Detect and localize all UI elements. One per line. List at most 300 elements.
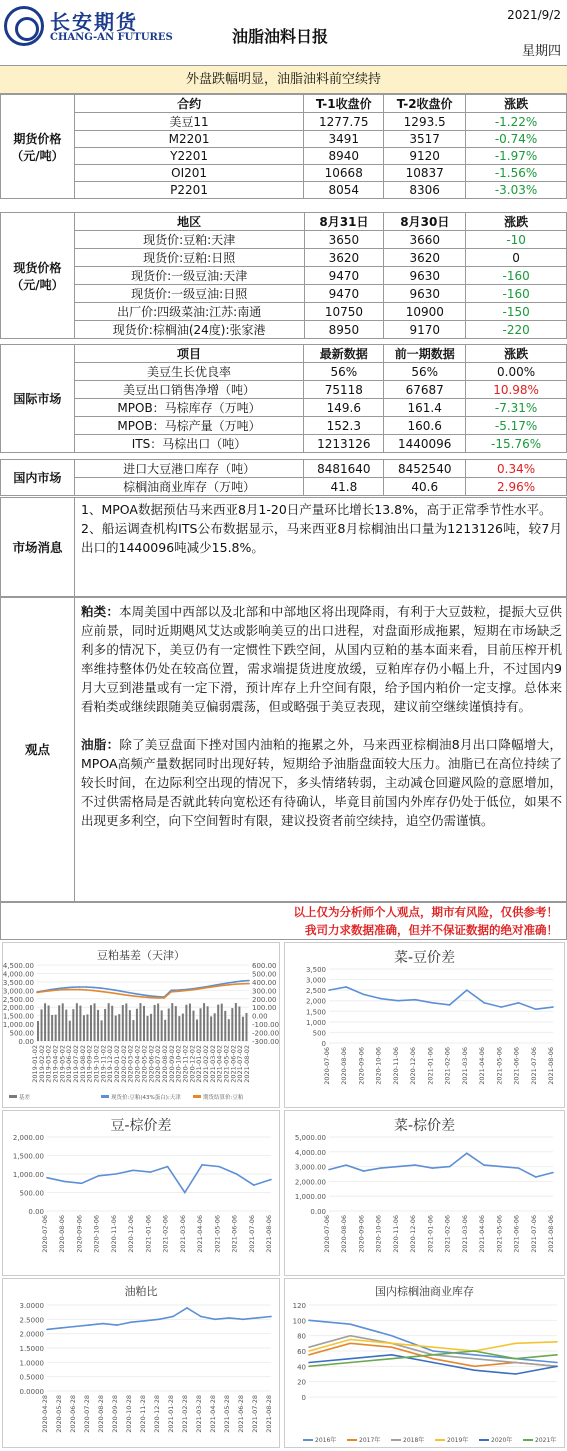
y-tick-label: 1,500.00 <box>12 1152 44 1161</box>
data-point <box>391 1358 393 1360</box>
table-cell: 10837 <box>384 165 466 182</box>
chart-rapeseed-soy-spread <box>284 942 565 1108</box>
data-point <box>170 991 172 993</box>
basis-bar <box>192 1011 194 1041</box>
column-header: T-1收盘价 <box>304 95 384 113</box>
x-tick-label: 2021-01-28 <box>167 1395 175 1433</box>
basis-bar <box>203 1003 205 1041</box>
meal-text: 本周美国中西部以及北部和中部地区将出现降雨，有利于大豆鼓粒，提振大豆供应前景，同时近期飓风艾达或影响美豆的出口进程，对盘面形成拖累，短期在市场缺乏利多的情况下，美豆仍有一定惯性下跌空间，从国内豆粕的基本面来看，目前压榨开机率维持整体仍处在较高位置，需求端提货进度放缓，豆粕库存仍小幅上升，不过国内9月大豆到港量或有一定下滑，预计库存上升空间有限，给予国内粕价一定支撑。总体来看粕类或继续跟随美豆偏弱震荡，但或略强于美豆表现，建议前空继续谨慎持有。 <box>81 604 562 714</box>
data-point <box>149 995 151 997</box>
table-cell: 75118 <box>304 381 384 399</box>
data-point <box>121 994 123 996</box>
y-tick-label: 80 <box>297 1332 306 1341</box>
table-cell: 10.98% <box>466 381 567 399</box>
data-point <box>552 1006 554 1008</box>
y-tick-label: 3.0000 <box>19 1302 44 1310</box>
data-point <box>535 1176 537 1178</box>
table-cell: 8950 <box>304 321 384 339</box>
data-point <box>483 1164 485 1166</box>
table-cell: 10900 <box>384 303 466 321</box>
data-point <box>142 996 144 998</box>
data-point <box>380 998 382 1000</box>
table-cell: 8481640 <box>304 460 384 478</box>
basis-bar <box>129 1010 131 1041</box>
data-point <box>432 1350 434 1352</box>
data-point <box>74 1326 76 1328</box>
y-tick-label: 1,500.00 <box>3 1012 34 1021</box>
x-tick-label: 2020-10-06 <box>374 1215 383 1253</box>
data-point <box>220 985 222 987</box>
x-tick-label: 2020-10-02 <box>174 1045 183 1083</box>
y-tick-label: 4,000.00 <box>3 970 34 979</box>
x-tick-label: 2019-05-02 <box>58 1045 67 1083</box>
x-tick-label: 2020-11-06 <box>391 1215 400 1253</box>
basis-bar <box>168 1009 170 1041</box>
basis-bar <box>90 1005 92 1041</box>
table-cell: 进口大豆港口库存（吨） <box>74 460 304 478</box>
data-point <box>242 1319 244 1321</box>
x-tick-label: 2021-02-06 <box>161 1215 170 1253</box>
column-header: 涨跌 <box>466 345 567 363</box>
x-tick-label: 2021-04-28 <box>209 1395 217 1433</box>
table-cell: Y2201 <box>74 148 303 165</box>
data-point <box>515 1358 517 1360</box>
basis-bar <box>79 1006 81 1041</box>
y-tick-label: 3,000.00 <box>294 1163 326 1172</box>
basis-bar <box>104 1009 106 1041</box>
data-point <box>57 988 59 990</box>
basis-bar <box>97 1010 99 1041</box>
y-tick-label: 1,000.00 <box>12 1171 44 1179</box>
data-point <box>380 1167 382 1169</box>
data-point <box>241 983 243 985</box>
y-tick-label: 20 <box>297 1378 306 1387</box>
chart-meal-basis <box>2 942 280 1108</box>
data-point <box>483 1002 485 1004</box>
table-cell: 棕榈油商业库存（万吨） <box>74 478 304 496</box>
table-cell: 9170 <box>384 321 466 339</box>
y-tick-label: 500.00 <box>19 1189 44 1198</box>
basis-bar <box>51 1015 53 1041</box>
y-tick-label: 0.00 <box>18 1038 34 1046</box>
y-tick-label: 1.5000 <box>19 1345 44 1353</box>
legend-label: 2020年 <box>491 1437 513 1444</box>
y-tick-label: 3,000 <box>305 976 326 985</box>
data-point <box>391 1335 393 1337</box>
table-cell: 3660 <box>384 231 466 249</box>
y-tick-label: 1,000.00 <box>3 1021 34 1030</box>
data-point <box>363 994 365 996</box>
chart-soy-palm-spread <box>2 1110 280 1276</box>
data-point <box>391 1354 393 1356</box>
news-item: 2、船运调查机构ITS公布数据显示，马来西亚8月棕榈油出口量为1213126吨，较7月出口的1440096吨减少15.8%。 <box>81 521 562 555</box>
basis-bar <box>58 1005 60 1041</box>
x-tick-label: 2021-07-06 <box>247 1215 256 1253</box>
table-cell: -160 <box>466 267 567 285</box>
data-point <box>556 1362 558 1364</box>
data-point <box>121 991 123 993</box>
table-row <box>1 417 567 435</box>
table-cell: 0 <box>466 249 567 267</box>
y2-tick-label: 200.00 <box>252 995 277 1004</box>
data-point <box>414 999 416 1001</box>
data-point <box>72 986 74 988</box>
basis-bar <box>118 1014 120 1041</box>
table-row <box>1 303 567 321</box>
x-tick-label: 2021-08-28 <box>265 1395 273 1433</box>
legend-swatch <box>303 1439 313 1441</box>
legend-label: 基差 <box>19 1095 31 1101</box>
data-point <box>227 984 229 986</box>
column-header: 涨跌 <box>466 213 567 231</box>
data-point <box>63 1181 65 1183</box>
x-tick-label: 2020-10-28 <box>125 1395 133 1433</box>
x-tick-label: 2021-07-06 <box>529 1047 538 1085</box>
x-tick-label: 2020-07-06 <box>323 1215 331 1253</box>
y2-tick-label: 400.00 <box>252 978 277 987</box>
data-point <box>308 1366 310 1368</box>
table-row <box>1 165 567 182</box>
table-row <box>1 321 567 339</box>
data-point <box>60 1327 62 1329</box>
x-tick-label: 2020-05-28 <box>55 1395 63 1433</box>
data-point <box>515 1362 517 1364</box>
table-cell: 现货价:一级豆油:日照 <box>74 285 304 303</box>
table-cell: 67687 <box>384 381 466 399</box>
basis-bar <box>111 1006 113 1041</box>
data-point <box>432 1346 434 1348</box>
basis-bar <box>150 1014 152 1041</box>
data-point <box>107 991 109 993</box>
data-point <box>86 989 88 991</box>
x-tick-label: 2020-04-02 <box>133 1045 142 1083</box>
data-point <box>397 1000 399 1002</box>
legend-label: 2016年 <box>315 1437 337 1444</box>
column-header: 地区 <box>74 213 304 231</box>
y-tick-label: 0 <box>321 1040 326 1048</box>
company-logo-icon <box>4 6 44 46</box>
table-row <box>1 399 567 417</box>
data-point <box>308 1320 310 1322</box>
data-point <box>432 1354 434 1356</box>
y-tick-label: 0.0000 <box>19 1388 44 1396</box>
y2-tick-label: 500.00 <box>252 970 277 979</box>
y-tick-label: 500.00 <box>9 1029 34 1038</box>
table-cell: -7.31% <box>466 399 567 417</box>
data-point <box>167 1166 169 1168</box>
data-point <box>130 1321 132 1323</box>
x-tick-label: 2020-12-06 <box>409 1215 418 1253</box>
table-cell: M2201 <box>74 131 303 148</box>
data-point <box>86 986 88 988</box>
basis-bar <box>65 1010 67 1041</box>
data-point <box>236 1173 238 1175</box>
table-cell: -150 <box>466 303 567 321</box>
basis-bar <box>182 1014 184 1041</box>
x-tick-label: 2020-06-02 <box>147 1045 156 1083</box>
x-tick-label: 2021-02-06 <box>443 1047 452 1085</box>
table-cell: 现货价:一级豆油:天津 <box>74 267 304 285</box>
x-tick-label: 2020-09-02 <box>167 1045 176 1083</box>
basis-bar <box>171 1003 173 1041</box>
table-row <box>1 381 567 399</box>
x-tick-label: 2021-04-06 <box>478 1047 487 1085</box>
table-cell: 3620 <box>304 249 384 267</box>
x-tick-label: 2021-01-06 <box>426 1215 435 1253</box>
table-cell: 美豆生长优良率 <box>74 363 304 381</box>
table-row <box>1 460 567 478</box>
basis-bar <box>238 1006 240 1041</box>
basis-bar <box>41 1009 43 1041</box>
series-line <box>329 1153 553 1177</box>
x-tick-label: 2021-05-28 <box>223 1395 231 1433</box>
y-tick-label: 2,000.00 <box>294 1178 326 1187</box>
x-tick-label: 2021-01-06 <box>426 1047 435 1085</box>
y-tick-label: 2,000.00 <box>3 1004 34 1013</box>
column-header: T-2收盘价 <box>384 95 466 113</box>
x-tick-label: 2021-07-02 <box>236 1045 245 1083</box>
data-point <box>248 983 250 985</box>
basis-bar <box>143 1006 145 1041</box>
x-tick-label: 2020-06-28 <box>69 1395 77 1433</box>
x-tick-label: 2019-01-02 <box>31 1045 39 1083</box>
data-point <box>72 989 74 991</box>
y2-tick-label: 600.00 <box>252 962 277 970</box>
x-tick-label: 2021-06-06 <box>512 1215 521 1253</box>
data-point <box>466 1152 468 1154</box>
data-point <box>144 1320 146 1322</box>
data-point <box>150 1171 152 1173</box>
data-point <box>149 997 151 999</box>
basis-bar <box>69 1021 71 1041</box>
x-tick-label: 2020-05-02 <box>140 1045 149 1083</box>
x-tick-label: 2020-09-28 <box>111 1395 119 1433</box>
y-tick-label: 40 <box>297 1363 306 1372</box>
table-cell: 152.3 <box>304 417 384 435</box>
basis-bar <box>189 1004 191 1041</box>
data-point <box>350 1339 352 1341</box>
headline: 外盘跌幅明显，油脂油料前空续持 <box>0 66 567 94</box>
data-point <box>79 986 81 988</box>
y-tick-label: 3,500 <box>305 966 326 974</box>
data-point <box>93 990 95 992</box>
data-point <box>192 989 194 991</box>
x-tick-label: 2020-02-02 <box>119 1045 128 1083</box>
data-point <box>43 991 45 993</box>
report-header <box>0 0 567 66</box>
basis-bar <box>228 1019 230 1041</box>
basis-bar <box>217 1005 219 1041</box>
column-header: 最新数据 <box>304 345 384 363</box>
x-tick-label: 2019-04-02 <box>51 1045 60 1083</box>
column-header: 涨跌 <box>466 95 567 113</box>
data-point <box>308 1346 310 1348</box>
data-point <box>64 987 66 989</box>
table-row <box>1 249 567 267</box>
data-point <box>432 1167 434 1169</box>
basis-bar <box>164 1020 166 1041</box>
data-point <box>88 1324 90 1326</box>
basis-bar <box>178 1016 180 1041</box>
x-tick-label: 2020-10-06 <box>92 1215 101 1253</box>
x-tick-label: 2021-05-02 <box>222 1045 231 1083</box>
y-tick-label: 4,000.00 <box>294 1148 326 1157</box>
data-point <box>186 1307 188 1309</box>
x-tick-label: 2021-05-06 <box>495 1215 504 1253</box>
table-cell: 0.34% <box>466 460 567 478</box>
data-point <box>518 1002 520 1004</box>
x-tick-label: 2020-08-28 <box>97 1395 105 1433</box>
x-tick-label: 2021-08-06 <box>265 1215 273 1253</box>
data-point <box>46 1177 48 1179</box>
y-tick-label: 0.00 <box>28 1208 44 1216</box>
chart-title: 油粕比 <box>124 1285 158 1298</box>
table-cell: 10668 <box>304 165 384 182</box>
x-tick-label: 2021-04-06 <box>478 1215 487 1253</box>
legend-swatch <box>101 1095 109 1098</box>
basis-bar <box>132 1020 134 1041</box>
x-tick-label: 2021-08-06 <box>547 1215 555 1253</box>
data-point <box>98 1175 100 1177</box>
legend-swatch <box>9 1095 17 1098</box>
chart-title: 菜-棕价差 <box>393 1118 456 1134</box>
data-point <box>116 1324 118 1326</box>
y-tick-label: 3,000.00 <box>3 987 34 996</box>
data-point <box>449 1166 451 1168</box>
view-label: 观点 <box>1 598 75 901</box>
data-point <box>158 1319 160 1321</box>
data-point <box>270 1179 272 1181</box>
data-point <box>515 1343 517 1345</box>
table-cell: 3650 <box>304 231 384 249</box>
disclaimer <box>0 902 567 940</box>
column-header: 合约 <box>74 95 303 113</box>
table-row <box>1 267 567 285</box>
y2-tick-label: -200.00 <box>252 1029 279 1038</box>
data-point <box>170 990 172 992</box>
data-point <box>328 1169 330 1171</box>
table-cell: 8054 <box>304 182 384 199</box>
table-cell: 现货价:棕榈油(24度):张家港 <box>74 321 304 339</box>
x-tick-label: 2021-05-06 <box>495 1047 504 1085</box>
data-point <box>156 997 158 999</box>
x-tick-label: 2021-06-06 <box>512 1047 521 1085</box>
legend-label: 2018年 <box>403 1437 425 1444</box>
market-news-label: 市场消息 <box>1 498 75 596</box>
basis-bar <box>221 1004 223 1041</box>
y-tick-label: 1,000 <box>305 1018 326 1027</box>
data-point <box>115 1173 117 1175</box>
x-tick-label: 2021-05-06 <box>213 1215 222 1253</box>
data-point <box>102 1323 104 1325</box>
table-cell: -5.17% <box>466 417 567 435</box>
table-row <box>1 478 567 496</box>
y-tick-label: 2.5000 <box>19 1316 44 1325</box>
data-point <box>228 1317 230 1319</box>
y-tick-label: 2.0000 <box>19 1330 44 1339</box>
data-point <box>135 993 137 995</box>
data-point <box>93 987 95 989</box>
basis-bar <box>147 1016 149 1041</box>
data-point <box>308 1350 310 1352</box>
data-point <box>107 988 109 990</box>
x-tick-label: 2021-03-02 <box>208 1045 217 1083</box>
data-point <box>391 1343 393 1345</box>
data-point <box>350 1335 352 1337</box>
basis-bar <box>48 1005 50 1041</box>
y-tick-label: 0.00 <box>310 1208 326 1216</box>
basis-bar <box>44 1003 46 1041</box>
basis-bar <box>86 1014 88 1041</box>
data-point <box>556 1366 558 1368</box>
table-cell: 0.00% <box>466 363 567 381</box>
data-point <box>474 1369 476 1371</box>
meal-title: 粕类： <box>81 604 119 619</box>
x-tick-label: 2021-01-06 <box>144 1215 153 1253</box>
y2-tick-label: -100.00 <box>252 1021 279 1030</box>
basis-bar <box>224 1011 226 1041</box>
data-point <box>46 1329 48 1331</box>
table-cell: 9470 <box>304 285 384 303</box>
x-tick-label: 2021-02-28 <box>181 1395 189 1433</box>
y-tick-label: 1,000.00 <box>294 1193 326 1202</box>
chart-title: 国内棕榈油商业库存 <box>375 1285 474 1298</box>
table-cell: 56% <box>304 363 384 381</box>
x-tick-label: 2020-12-06 <box>409 1047 418 1085</box>
table-cell: 40.6 <box>384 478 466 496</box>
view-section <box>0 597 567 902</box>
legend-swatch <box>347 1439 357 1441</box>
legend-label: 期货结算价:豆粕 <box>203 1095 244 1101</box>
table-cell: 2.96% <box>466 478 567 496</box>
x-tick-label: 2020-08-06 <box>340 1047 349 1085</box>
data-point <box>81 1182 83 1184</box>
data-point <box>345 1164 347 1166</box>
x-tick-label: 2020-08-02 <box>160 1045 169 1083</box>
x-tick-label: 2020-09-06 <box>357 1215 366 1253</box>
table-cell: -1.22% <box>466 113 567 131</box>
data-point <box>350 1362 352 1364</box>
data-point <box>214 1319 216 1321</box>
legend-label: 现货价:豆粕(43%蛋白):天津 <box>111 1095 181 1101</box>
table-cell: -3.03% <box>466 182 567 199</box>
y-tick-label: 0 <box>301 1394 306 1402</box>
data-point <box>556 1354 558 1356</box>
y-tick-label: 2,000 <box>305 997 326 1006</box>
data-point <box>466 989 468 991</box>
basis-bar <box>242 1017 244 1041</box>
table-cell: 9630 <box>384 267 466 285</box>
market-news-section <box>0 497 567 597</box>
basis-bar <box>154 1005 156 1041</box>
x-tick-label: 2021-08-06 <box>547 1047 555 1085</box>
legend-swatch <box>391 1439 401 1441</box>
x-tick-label: 2020-07-28 <box>83 1395 91 1433</box>
legend-swatch <box>435 1439 445 1441</box>
data-point <box>100 987 102 989</box>
data-point <box>213 986 215 988</box>
data-point <box>172 1316 174 1318</box>
x-tick-label: 2021-06-02 <box>229 1045 238 1083</box>
x-tick-label: 2020-11-28 <box>139 1395 147 1433</box>
x-tick-label: 2020-09-06 <box>357 1047 366 1085</box>
legend-label: 2019年 <box>447 1437 469 1444</box>
chart-title: 豆-棕价差 <box>110 1118 172 1134</box>
data-point <box>178 991 180 993</box>
data-point <box>397 1166 399 1168</box>
x-tick-label: 2021-03-06 <box>178 1215 187 1253</box>
basis-bar <box>55 1015 57 1041</box>
